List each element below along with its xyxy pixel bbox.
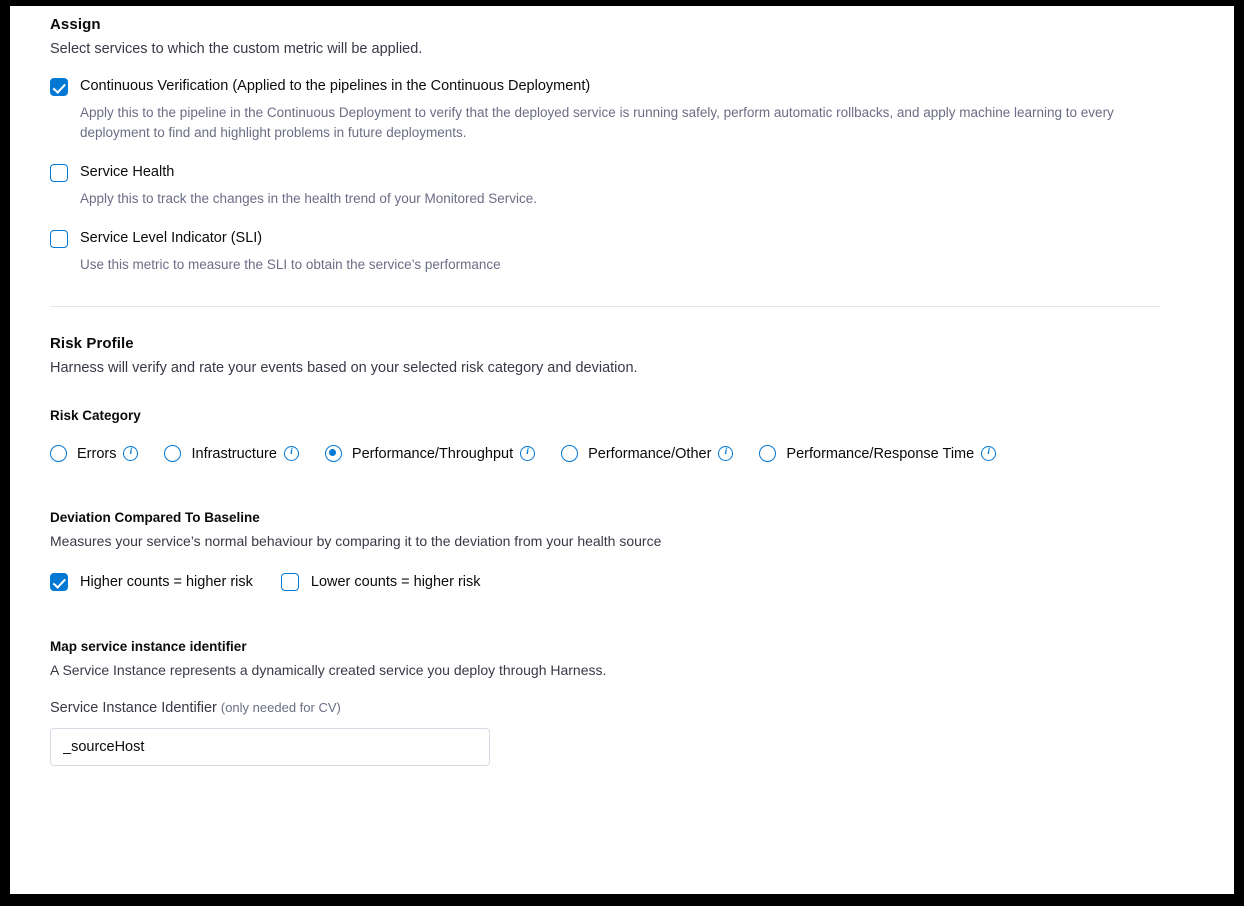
info-icon[interactable]: i [520,446,535,461]
risk-category-radio-group [50,445,1200,462]
performance-response-time-label: Performance/Response Time [786,445,975,462]
risk-category-option-performance-throughput[interactable] [325,445,535,462]
service-health-checkbox[interactable] [50,164,68,182]
info-icon[interactable]: i [123,446,138,461]
deviation-option-higher-counts[interactable] [50,572,253,591]
errors-label: Errors [77,445,117,462]
deviation-options [50,572,1200,591]
risk-category-option-performance-response-time[interactable] [759,445,996,462]
higher-counts-checkbox[interactable] [50,573,68,591]
deviation-title: Deviation Compared To Baseline [50,510,260,525]
deviation-option-lower-counts[interactable] [281,572,481,591]
performance-other-label: Performance/Other [588,445,712,462]
assign-subtitle: Select services to which the custom metric will be applied. [50,41,423,57]
sli-label: Service Level Indicator (SLI) [80,230,263,246]
continuous-verification-description: Apply this to the pipeline in the Continuous Deployment to verify that the deployed service is running safely, perform automatic rollbacks, and apply machine learning to every deployment to find and highlight problems in future deployments. [80,105,1114,140]
service-health-description: Apply this to track the changes in the health trend of your Monitored Service. [80,191,538,206]
lower-counts-label: Lower counts = higher risk [310,573,481,590]
assign-title: Assign [50,16,101,33]
risk-category-option-errors[interactable] [50,445,138,462]
performance-response-time-radio[interactable] [759,445,776,462]
service-instance-identifier-label-text: Service Instance Identifier [50,700,217,716]
risk-category-label: Risk Category [50,408,141,423]
risk-category-option-infrastructure[interactable] [164,445,298,462]
continuous-verification-checkbox[interactable] [50,78,68,96]
deviation-section [50,510,1200,591]
assign-section [50,16,1200,275]
service-instance-subtitle: A Service Instance represents a dynamically created service you deploy through Harness. [50,662,607,678]
sli-description: Use this metric to measure the SLI to obtain the service’s performance [80,257,501,272]
service-instance-title: Map service instance identifier [50,639,247,654]
higher-counts-label: Higher counts = higher risk [80,573,253,590]
section-divider [50,306,1160,307]
infrastructure-radio[interactable] [164,445,181,462]
assign-option-continuous-verification[interactable] [50,77,1200,143]
service-instance-identifier-label [50,700,1200,716]
form-panel [10,6,1234,894]
performance-throughput-label: Performance/Throughput [351,445,514,462]
deviation-subtitle: Measures your service’s normal behaviour by comparing it to the deviation from your health source [50,533,662,549]
assign-option-sli[interactable] [50,229,1200,275]
infrastructure-label: Infrastructure [191,445,277,462]
info-icon[interactable]: i [981,446,996,461]
lower-counts-checkbox[interactable] [281,573,299,591]
service-health-label: Service Health [80,164,175,180]
errors-radio[interactable] [50,445,67,462]
service-instance-section [50,639,1200,766]
sli-checkbox[interactable] [50,230,68,248]
performance-throughput-radio[interactable] [325,445,342,462]
performance-other-radio[interactable] [561,445,578,462]
info-icon[interactable]: i [718,446,733,461]
risk-category-option-performance-other[interactable] [561,445,733,462]
service-instance-identifier-input[interactable] [50,728,490,766]
risk-profile-section [50,335,1200,462]
service-instance-identifier-label-note: (only needed for CV) [220,700,341,715]
continuous-verification-label: Continuous Verification (Applied to the pipelines in the Continuous Deployment) [80,78,591,94]
risk-profile-subtitle: Harness will verify and rate your events based on your selected risk category and deviation. [50,360,638,376]
info-icon[interactable]: i [284,446,299,461]
risk-profile-title: Risk Profile [50,335,134,352]
assign-option-service-health[interactable] [50,163,1200,209]
